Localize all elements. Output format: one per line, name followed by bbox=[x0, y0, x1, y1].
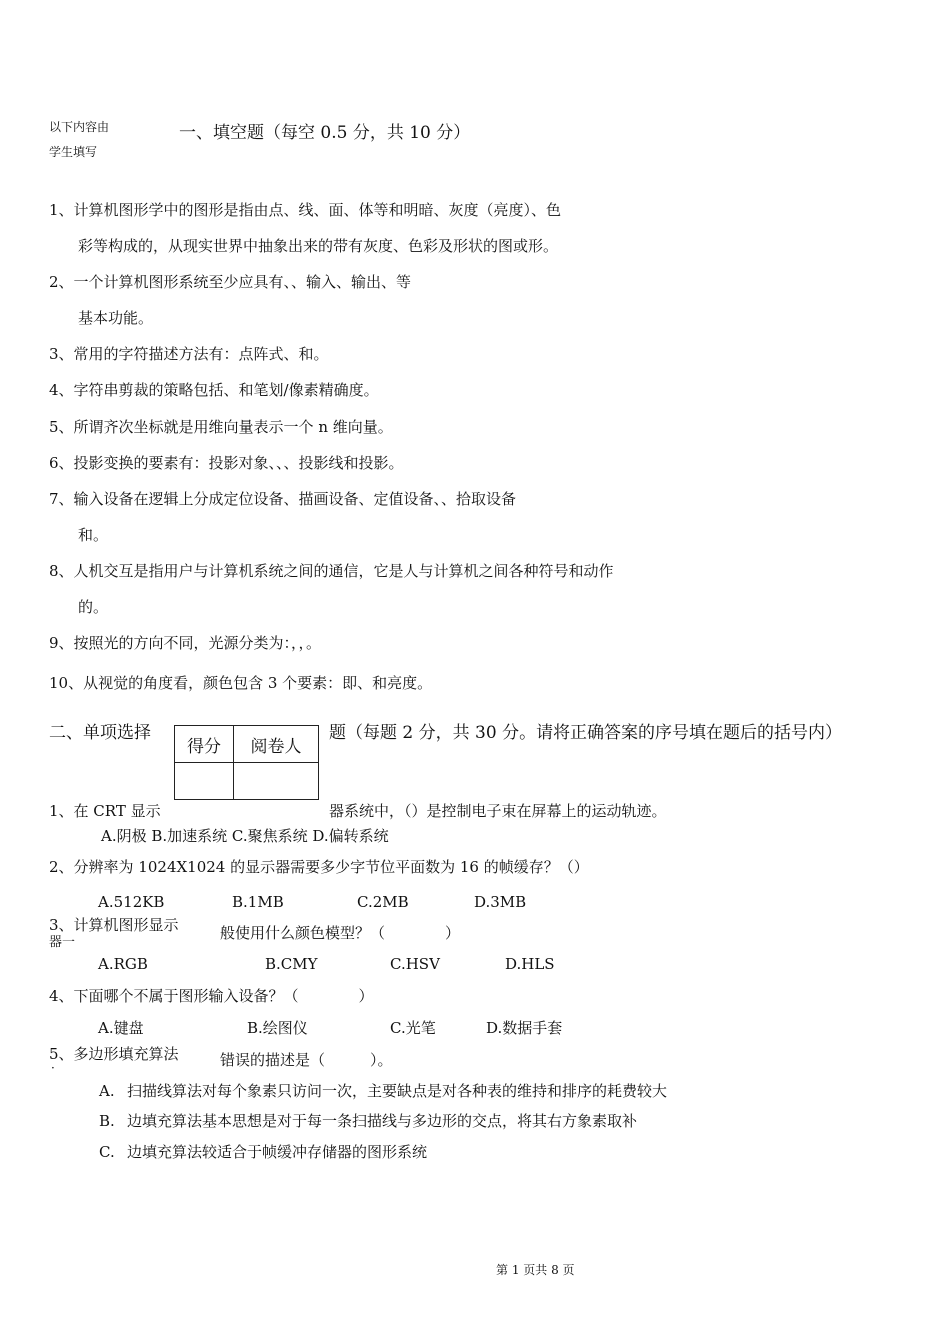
q1-line1: 1、计算机图形学中的图形是指由点、线、面、体等和明暗、灰度（亮度）、色 bbox=[49, 201, 562, 219]
q9-line: 9、按照光的方向不同，光源分类为：，，。 bbox=[49, 634, 322, 652]
s2-q3-option-d: D.HLS bbox=[505, 955, 555, 973]
s2-q2-option-a: A.512KB bbox=[98, 893, 165, 911]
score-header: 得分 bbox=[175, 726, 234, 763]
score-cell[interactable] bbox=[175, 763, 234, 800]
s2-q5-left2: · bbox=[51, 1061, 55, 1075]
s2-q5-option-c-text: 边填充算法较适合于帧缓冲存储器的图形系统 bbox=[127, 1143, 428, 1161]
section2-title-right: 题（每题 2 分，共 30 分。请将正确答案的序号填在题后的括号内） bbox=[329, 723, 843, 743]
s2-q4-option-c: C.光笔 bbox=[390, 1019, 436, 1037]
s2-q4-option-d: D.数据手套 bbox=[486, 1019, 563, 1037]
q8-line2: 的。 bbox=[78, 598, 109, 616]
s2-q3-right: 般使用什么颜色模型？（ ） bbox=[220, 924, 461, 942]
s2-q3-left2: 器一 bbox=[49, 935, 76, 950]
s2-q5-option-b-label: B. bbox=[99, 1112, 115, 1130]
s2-q1-left: 1、在 CRT 显示 bbox=[49, 802, 161, 820]
s2-q5-option-b-text: 边填充算法基本思想是对于每一条扫描线与多边形的交点，将其右方象素取补 bbox=[127, 1112, 638, 1130]
s2-q4-text: 4、下面哪个不属于图形输入设备？（ ） bbox=[49, 987, 374, 1005]
q10-line: 10、从视觉的角度看，颜色包含 3 个要素：即、和亮度。 bbox=[49, 674, 433, 692]
s2-q2-option-b: B.1MB bbox=[232, 893, 284, 911]
q2-line2: 基本功能。 bbox=[78, 309, 154, 327]
s2-q5-option-c-label: C. bbox=[99, 1143, 115, 1161]
q1-line2: 彩等构成的，从现实世界中抽象出来的带有灰度、色彩及形状的图或形。 bbox=[78, 237, 559, 255]
s2-q3-option-b: B.CMY bbox=[265, 955, 318, 973]
s2-q5-right: 错误的描述是（ ）。 bbox=[220, 1051, 393, 1069]
s2-q3-left: 3、计算机图形显示 bbox=[49, 916, 179, 934]
s2-q1-options: A.阴极 B.加速系统 C.聚焦系统 D.偏转系统 bbox=[101, 827, 389, 845]
s2-q1-right: 器系统中，（）是控制电子束在屏幕上的运动轨迹。 bbox=[329, 802, 667, 820]
q5-line: 5、所谓齐次坐标就是用维向量表示一个 n 维向量。 bbox=[49, 418, 393, 436]
s2-q2-text: 2、分辨率为 1024X1024 的显示器需要多少字节位平面数为 16 的帧缓存？（） bbox=[49, 858, 589, 876]
s2-q4-option-a: A.键盘 bbox=[98, 1019, 144, 1037]
q7-line2: 和。 bbox=[78, 526, 109, 544]
s2-q4-option-b: B.绘图仪 bbox=[247, 1019, 308, 1037]
q4-line: 4、字符串剪裁的策略包括、和笔划/像素精确度。 bbox=[49, 381, 379, 399]
reviewer-header: 阅卷人 bbox=[234, 726, 319, 763]
side-note-line1: 以下内容由 bbox=[49, 120, 110, 134]
s2-q5-left: 5、多边形填充算法 bbox=[49, 1045, 179, 1063]
s2-q2-option-d: D.3MB bbox=[474, 893, 527, 911]
s2-q2-option-c: C.2MB bbox=[357, 893, 409, 911]
s2-q3-option-c: C.HSV bbox=[390, 955, 440, 973]
q8-line1: 8、人机交互是指用户与计算机系统之间的通信，它是人与计算机之间各种符号和动作 bbox=[49, 562, 614, 580]
page-number: 第 1 页共 8 页 bbox=[496, 1263, 575, 1277]
s2-q5-option-a-label: A. bbox=[99, 1082, 115, 1100]
section1-title: 一、填空题（每空 0.5 分，共 10 分） bbox=[179, 123, 471, 143]
section2-title-left: 二、单项选择 bbox=[49, 723, 151, 743]
s2-q3-option-a: A.RGB bbox=[98, 955, 148, 973]
q3-line: 3、常用的字符描述方法有：点阵式、和。 bbox=[49, 345, 329, 363]
s2-q5-option-a-text: 扫描线算法对每个象素只访问一次，主要缺点是对各种表的维持和排序的耗费较大 bbox=[127, 1082, 668, 1100]
reviewer-cell[interactable] bbox=[234, 763, 319, 800]
side-note-line2: 学生填写 bbox=[49, 145, 98, 159]
score-table bbox=[174, 725, 319, 800]
q6-line: 6、投影变换的要素有：投影对象、、、投影线和投影。 bbox=[49, 454, 404, 472]
q2-line1: 2、一个计算机图形系统至少应具有、、输入、输出、等 bbox=[49, 273, 412, 291]
q7-line1: 7、输入设备在逻辑上分成定位设备、描画设备、定值设备、、拾取设备 bbox=[49, 490, 517, 508]
